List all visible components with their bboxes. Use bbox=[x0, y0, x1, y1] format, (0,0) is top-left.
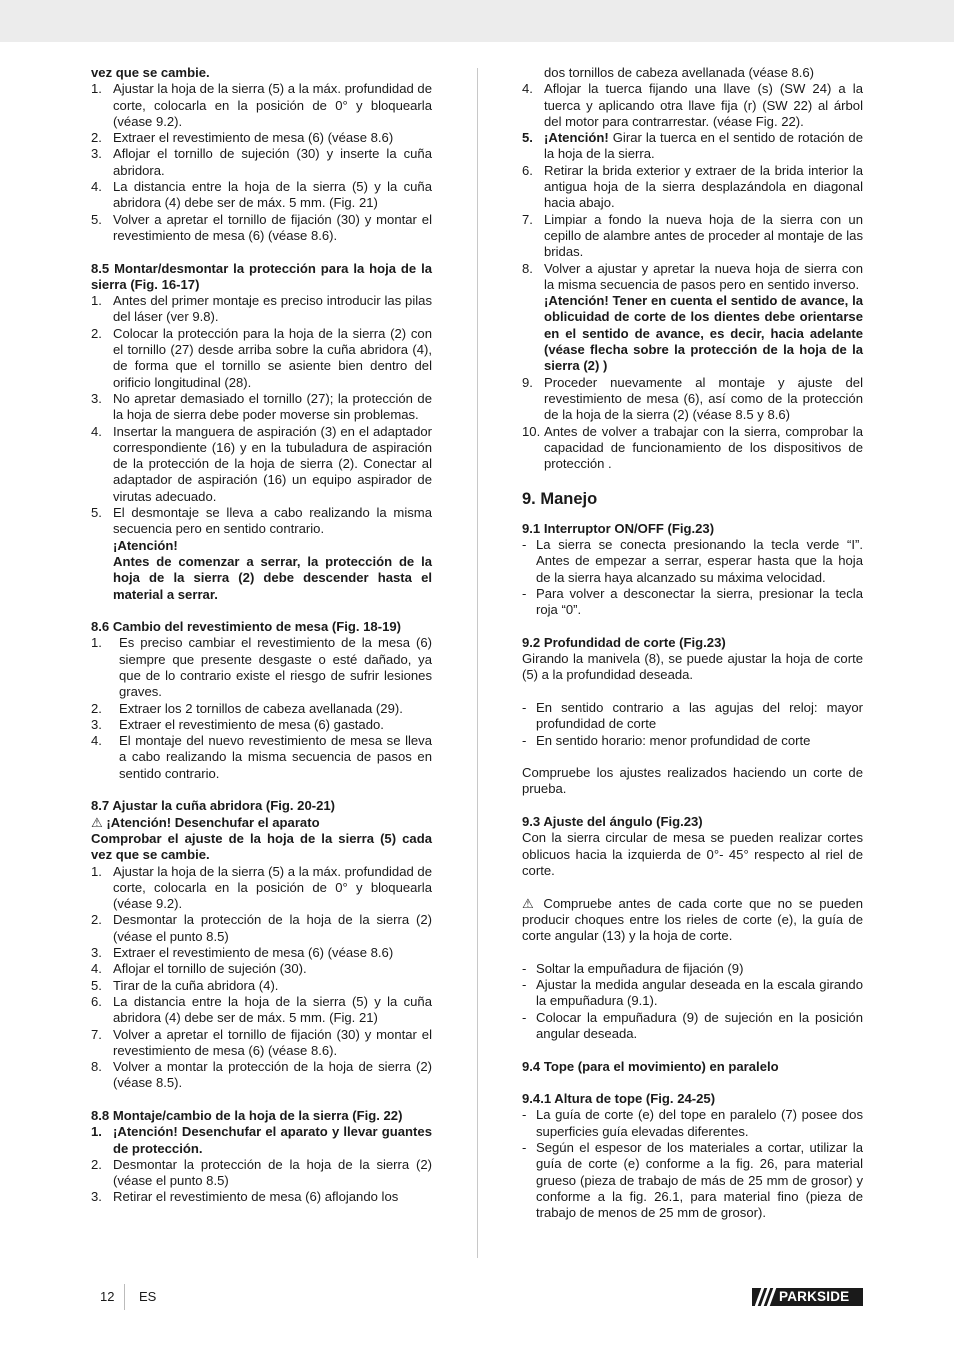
list-item: 1. Antes del primer montaje es preciso introducir las pilas del láser (ver 9.8). bbox=[91, 293, 432, 325]
warning-triangle-icon: ⚠ bbox=[91, 814, 103, 830]
list-item: 4. Insertar la manguera de aspiración (3) en el adaptador correspondiente (16) y en la tubuladura de aspiración de la protección de la hoja de sierra (2). Conectar al adaptador de aspiración (16) un equipo aspirador de virutas adecuado. bbox=[91, 423, 432, 504]
intro-tail: vez que se cambie. bbox=[91, 65, 210, 80]
column-divider bbox=[477, 68, 478, 1258]
list-item: 3. Extraer el revestimiento de mesa (6) (véase 8.6) bbox=[91, 945, 394, 961]
left-column bbox=[91, 65, 432, 1206]
section-9-1-title: 9.1 Interruptor ON/OFF (Fig.23) bbox=[522, 520, 715, 536]
list-item: 8. Volver a ajustar y apretar la nueva hoja de sierra con la misma secuencia de pasos pero en sentido inverso. bbox=[522, 260, 863, 292]
list-item: 4. La distancia entre la hoja de la sierra (5) y la cuña abridora (4) debe ser de máx. 5 mm. (Fig. 21) bbox=[91, 179, 432, 211]
list-item: 1. Es preciso cambiar el revestimiento de la mesa (6) siempre que presente desgaste o esté dañado, ya que de lo contrario existe el riesgo de sufrir lesiones graves. bbox=[91, 635, 432, 700]
list-item: 3. Retirar el revestimiento de mesa (6) aflojando los bbox=[91, 1189, 399, 1205]
section-8-6-title: 8.6 Cambio del revestimiento de mesa (Fig. 18-19) bbox=[91, 619, 401, 635]
list-item: 2. Extraer los 2 tornillos de cabeza avellanada (29). bbox=[91, 700, 403, 716]
warning-text: Antes de comenzar a serrar, la protección de la hoja de la sierra (2) debe descender hasta el material a serrar. bbox=[113, 553, 432, 602]
section-8-7-warning: ⚠ ¡Atención! Desenchufar el aparato bbox=[91, 814, 320, 830]
section-9-2-text: Girando la manivela (8), se puede ajustar la hoja de corte (5) a la profundidad deseada. bbox=[522, 651, 863, 683]
section-9-4-title: 9.4 Tope (para el movimiento) en paralelo bbox=[522, 1058, 779, 1074]
list-item: - Colocar la empuñadura (9) de sujeción en la posición angular deseada. bbox=[522, 1009, 863, 1041]
list-item: 5. Tirar de la cuña abridora (4). bbox=[91, 977, 279, 993]
list-a bbox=[91, 81, 432, 244]
list-item: 9. Proceder nuevamente al montaje y ajuste del revestimiento de mesa (6), así como de la protección de la hoja de la sierra (2) (véase 8.5 y 8.6) bbox=[522, 374, 863, 423]
list-item: 4. El montaje del nuevo revestimiento de mesa se lleva a cabo realizando la misma secuencia de pasos en sentido contrario. bbox=[91, 733, 432, 781]
section-8-8-list bbox=[91, 1124, 432, 1205]
list-item: - En sentido horario: menor profundidad de corte bbox=[522, 732, 811, 748]
section-8-7-list bbox=[91, 864, 432, 1092]
warning-label: ¡Atención! bbox=[113, 537, 178, 553]
list-item: 6. Retirar la brida exterior y extraer de la brida interior la antigua hoja de la sierra desplazándola en diagonal hacia abajo. bbox=[522, 162, 863, 211]
list-item: 4. Aflojar la tuerca fijando una llave (s) (SW 24) a la tuerca y aplicando otra llave fija (r) (SW 22) al árbol del motor para contrarrestar. (véase Fig. 22). bbox=[522, 81, 863, 129]
list-item: 7. Volver a apretar el tornillo de fijación (30) y montar el revestimiento de mesa (6) (véase 8.6). bbox=[91, 1026, 432, 1058]
section-9-3-text: Con la sierra circular de mesa se pueden realizar cortes oblicuos hacia la izquierda de 0°- 45° respecto al riel de corte. bbox=[522, 830, 863, 878]
section-9-2-check: Compruebe los ajustes realizados haciendo un corte de prueba. bbox=[522, 765, 863, 797]
list-item: - La guía de corte (e) del tope en paralelo (7) posee dos superficies guía elevadas diferentes. bbox=[522, 1107, 863, 1139]
list-item: 3. Aflojar el tornillo de sujeción (30) y inserte la cuña abridora. bbox=[91, 146, 432, 178]
language-code: ES bbox=[139, 1289, 157, 1304]
list-item: 4. Aflojar el tornillo de sujeción (30). bbox=[91, 961, 307, 977]
list-item: 2. Extraer el revestimiento de mesa (6) (véase 8.6) bbox=[91, 130, 394, 146]
section-9-3-list bbox=[522, 961, 863, 1042]
list-item: 5. El desmontaje se lleva a cabo realizando la misma secuencia pero en sentido contrario. bbox=[91, 505, 432, 537]
section-9-3-warning: ⚠ Compruebe antes de cada corte que no se pueden producir choques entre los rieles de corte (e), la guía de corte angular (13) y la hoja de corte. bbox=[522, 895, 863, 944]
list-item: 10. Antes de volver a trabajar con la sierra, comprobar la capacidad de funcionamiento de los dispositivos de protección . bbox=[522, 423, 863, 472]
section-8-5-title: 8.5 Montar/desmontar la protección para la hoja de la sierra (Fig. 16-17) bbox=[91, 260, 432, 292]
list-item: 3. No apretar demasiado el tornillo (27); la protección de la hoja de sierra debe poder moverse sin problemas. bbox=[91, 390, 432, 423]
section-8-6-list bbox=[91, 635, 432, 782]
list-item: - Según el espesor de los materiales a cortar, utilizar la guía de corte (e) conforme a la fig. 26, para material grueso (pieza de trabajo de más de 25 mm de grosor) y conforme a la fig. 26.1, para material fino (pieza de trabajo de menos de 25 mm de grosor). bbox=[522, 1140, 863, 1221]
footer-divider bbox=[124, 1284, 125, 1310]
section-8-5-list bbox=[91, 293, 432, 603]
list-item: 2. Colocar la protección para la hoja de la sierra (2) con el tornillo (27) desde arriba sobre la cuña abridora (4), de forma que el tornillo se asiente bien dentro del orificio longitudinal (28). bbox=[91, 325, 432, 390]
section-9-3-title: 9.3 Ajuste del ángulo (Fig.23) bbox=[522, 814, 703, 830]
list-item: - En sentido contrario a las agujas del reloj: mayor profundidad de corte bbox=[522, 699, 863, 732]
list-item: 1. Ajustar la hoja de la sierra (5) a la máx. profundidad de corte, colocarla en la posición de 0° y bloquearla (véase 9.2). bbox=[91, 863, 432, 912]
list-item: 6. La distancia entre la hoja de la sierra (5) y la cuña abridora (4) debe ser de máx. 5 mm. (Fig. 21) bbox=[91, 993, 432, 1026]
section-9-2-title: 9.2 Profundidad de corte (Fig.23) bbox=[522, 634, 726, 650]
list-item: 5. Volver a apretar el tornillo de fijación (30) y montar el revestimiento de mesa (6) (véase 8.6). bbox=[91, 211, 432, 243]
list-item: 2. Desmontar la protección de la hoja de la sierra (2) (véase el punto 8.5) bbox=[91, 912, 432, 944]
section-8-7-title: 8.7 Ajustar la cuña abridora (Fig. 20-21) bbox=[91, 798, 336, 814]
section-9-4-1-list bbox=[522, 1107, 863, 1221]
list-item: 1. Ajustar la hoja de la sierra (5) a la máx. profundidad de corte, colocarla en la posición de 0° y bloquearla (véase 9.2). bbox=[91, 81, 432, 129]
section-8-8-list-continued bbox=[522, 81, 863, 472]
list-item: 5. ¡Atención! Girar la tuerca en el sentido de rotación de la hoja de la sierra. bbox=[522, 130, 863, 162]
list-item: 3. Extraer el revestimiento de mesa (6) gastado. bbox=[91, 716, 384, 732]
brand-name: PARKSIDE bbox=[779, 1289, 850, 1304]
list-item: - Soltar la empuñadura de fijación (9) bbox=[522, 960, 744, 976]
logo-stripes-icon bbox=[755, 1288, 777, 1306]
list-item: - Para volver a desconectar la sierra, presionar la tecla roja “0”. bbox=[522, 585, 863, 618]
list-item: - Ajustar la medida angular deseada en la escala girando la empuñadura (9.1). bbox=[522, 977, 863, 1009]
section-9-1-list bbox=[522, 537, 863, 618]
list-item: 1. ¡Atención! Desenchufar el aparato y llevar guantes de protección. bbox=[91, 1124, 432, 1156]
header-band bbox=[0, 0, 954, 42]
brand-logo bbox=[752, 1288, 863, 1306]
page-number: 12 bbox=[100, 1289, 115, 1304]
list-item: 2. Desmontar la protección de la hoja de la sierra (2) (véase el punto 8.5) bbox=[91, 1156, 432, 1189]
list-item: 8. Volver a montar la protección de la hoja de sierra (2) (véase 8.5). bbox=[91, 1059, 432, 1091]
warning-block: ¡Atención! Tener en cuenta el sentido de avance, la oblicuidad de corte de los dientes debe orientarse en el sentido de avance, es decir, hacia adelante (véase flecha sobre la protección de la hoja de la sierra (2) ) bbox=[544, 293, 863, 374]
section-9-4-1-title: 9.4.1 Altura de tope (Fig. 24-25) bbox=[522, 1091, 716, 1107]
section-9-2-list bbox=[522, 700, 863, 749]
section-9-title: 9. Manejo bbox=[522, 489, 598, 508]
list-item: - La sierra se conecta presionando la tecla verde “I”. Antes de empezar a serrar, esperar hasta que la hoja de la sierra haya alcanzado su máxima velocidad. bbox=[522, 537, 863, 585]
list-item: 7. Limpiar a fondo la nueva hoja de la sierra con un cepillo de alambre antes de proceder al montaje de las bridas. bbox=[522, 211, 863, 260]
warning-triangle-icon: ⚠ bbox=[522, 895, 537, 911]
right-column bbox=[522, 65, 863, 1221]
section-8-7-check: Comprobar el ajuste de la hoja de la sierra (5) cada vez que se cambie. bbox=[91, 830, 432, 863]
page-footer bbox=[0, 1284, 954, 1310]
list-item-continuation: dos tornillos de cabeza avellanada (véase 8.6) bbox=[544, 65, 815, 80]
warning-block bbox=[91, 538, 432, 603]
section-8-8-title: 8.8 Montaje/cambio de la hoja de la sierra (Fig. 22) bbox=[91, 1108, 403, 1123]
